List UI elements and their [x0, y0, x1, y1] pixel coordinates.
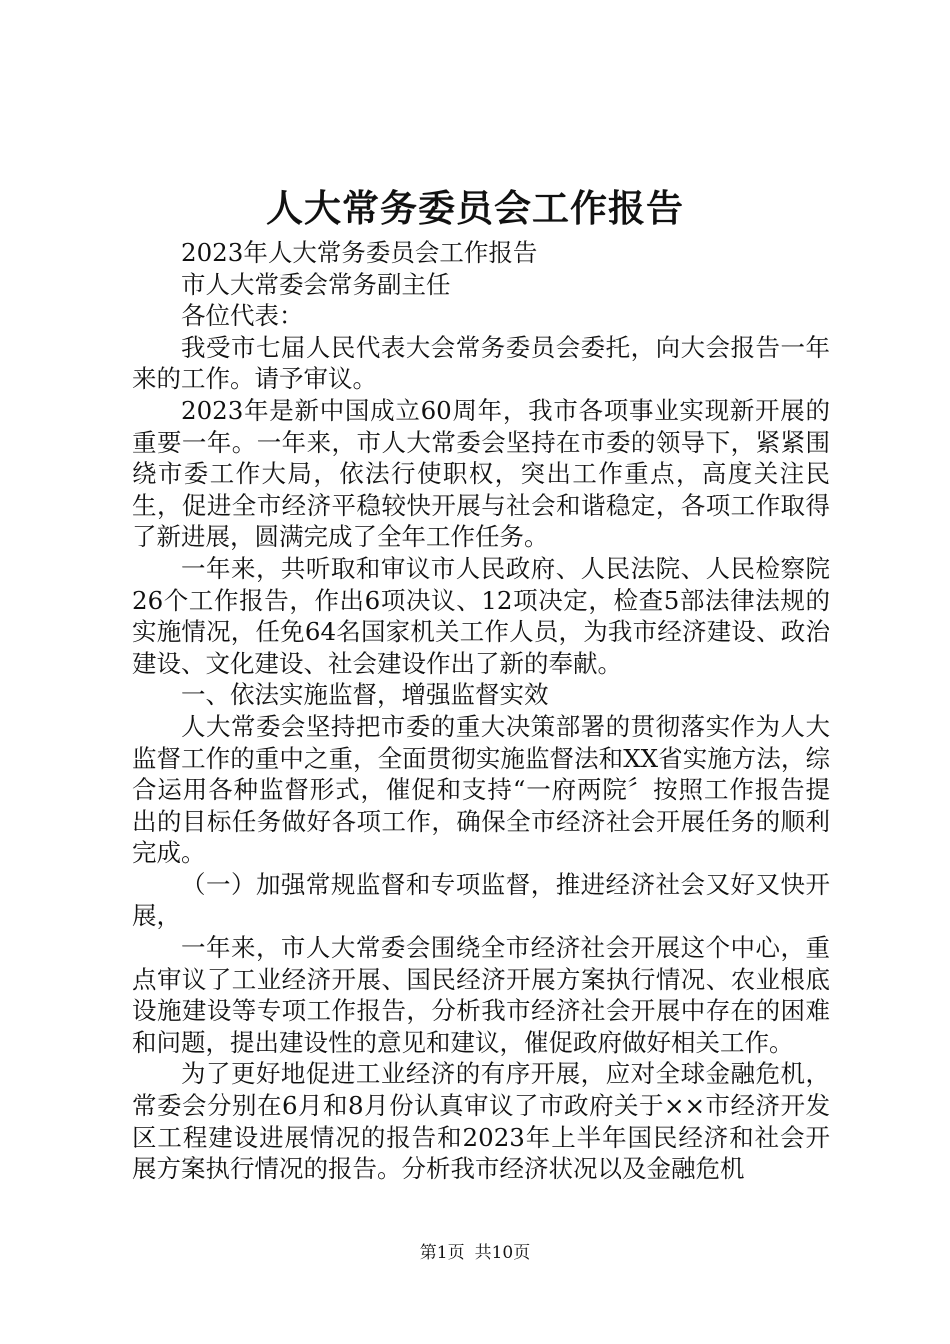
- page-footer: [0, 1241, 950, 1265]
- salutation: 各位代表：: [181, 301, 304, 331]
- reporter-position: 市人大常委会常务副主任: [181, 269, 451, 299]
- body-paragraph: 为了更好地促进工业经济的有序开展，应对全球金融危机，常委会分别在6月和8月份认真审议了市政府关于××市经济开发区工程建设进展情况的报告和2023年上半年国民经济和社会开展方案执行情况的报告。分析我市经济状况以及金融危机: [132, 1059, 830, 1184]
- body-paragraph: 人大常委会坚持把市委的重大决策部署的贯彻落实作为人大监督工作的重中之重，全面贯彻实施监督法和XX省实施方法，综合运用各种监督形式，催促和支持“一府两院〞按照工作报告提出的目标任务做好各项工作，确保全市经济社会开展任务的顺利完成。: [132, 711, 830, 868]
- subsection-heading: （一）加强常规监督和专项监督，推进经济社会又好又快开展，: [132, 869, 830, 931]
- body-paragraph: 一年来，市人大常委会围绕全市经济社会开展这个中心，重点审议了工业经济开展、国民经济开展方案执行情况、农业根底设施建设等专项工作报告，分析我市经济社会开展中存在的困难和问题，提出建设性的意见和建议，催促政府做好相关工作。: [132, 933, 830, 1057]
- page-number: 第1页: [419, 1243, 465, 1263]
- body-paragraph: 我受市七届人民代表大会常务委员会委托，向大会报告一年来的工作。请予审议。: [132, 332, 830, 394]
- document-title: 人大常务委员会工作报告: [266, 186, 684, 230]
- report-subtitle: 2023年人大常务委员会工作报告: [181, 238, 538, 267]
- body-paragraph: 2023年是新中国成立60周年，我市各项事业实现新开展的重要一年。一年来，市人大常委会坚持在市委的领导下，紧紧围绕市委工作大局，依法行使职权，突出工作重点，高度关注民生，促进全市经济平稳较快开展与社会和谐稳定，各项工作取得了新进展，圆满完成了全年工作任务。: [132, 395, 830, 552]
- body-paragraph: 一年来，共听取和审议市人民政府、人民法院、人民检察院26个工作报告，作出6项决议、12项决定，检查5部法律法规的实施情况，任免64名国家机关工作人员，为我市经济建设、政治建设、文化建设、社会建设作出了新的奉献。: [132, 553, 830, 678]
- document-body: [132, 237, 830, 1185]
- section-heading: 一、依法实施监督，增强监督实效: [181, 680, 549, 710]
- page-total: 共10页: [474, 1243, 531, 1263]
